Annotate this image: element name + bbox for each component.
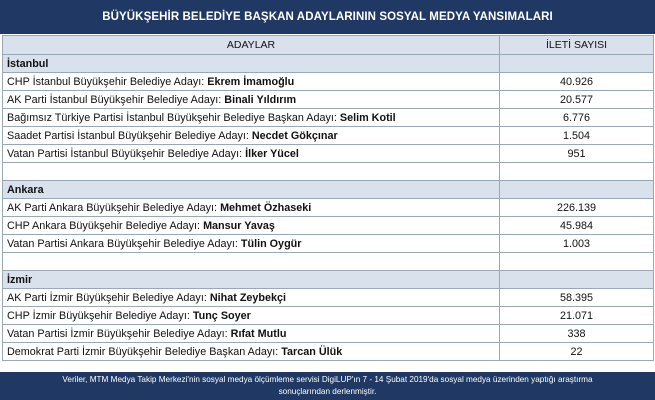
- candidate-cell: Bağımsız Türkiye Partisi İstanbul Büyükşehir Belediye Başkan Adayı: Selim Kotil: [3, 109, 500, 127]
- candidate-cell: CHP Ankara Büyükşehir Belediye Adayı: Mansur Yavaş: [3, 217, 500, 235]
- candidate-cell: Vatan Partisi İzmir Büyükşehir Belediye Adayı: Rıfat Mutlu: [3, 325, 500, 343]
- column-header-post-count: İLETİ SAYISI: [500, 36, 654, 55]
- candidate-name: Ekrem İmamoğlu: [207, 75, 295, 88]
- candidate-name: Tunç Soyer: [192, 309, 251, 322]
- spacer-row: [3, 253, 654, 271]
- candidate-name: Binali Yıldırım: [224, 93, 297, 106]
- post-count: 45.984: [500, 217, 654, 235]
- candidate-name: Necdet Gökçınar: [251, 129, 338, 142]
- section-title: İstanbul: [3, 55, 500, 73]
- candidate-cell: AK Parti Ankara Büyükşehir Belediye Adayı: Mehmet Özhaseki: [3, 199, 500, 217]
- candidate-name: Nihat Zeybekçi: [209, 291, 287, 304]
- candidate-cell: AK Parti İstanbul Büyükşehir Belediye Adayı: Binali Yıldırım: [3, 91, 500, 109]
- footnote-line-1: Veriler, MTM Medya Takip Merkezi'nin sosyal medya ölçümleme servisi DigiLUP'ın 7 - 14 Şubat 2019'da sosyal medya üzerinden yaptığı araştırma: [62, 375, 593, 384]
- post-count: 22: [500, 343, 654, 361]
- table-row: [3, 289, 654, 307]
- page-title: BÜYÜKŞEHİR BELEDİYE BAŞKAN ADAYLARININ SOSYAL MEDYA YANSIMALARI: [0, 0, 655, 34]
- candidate-cell: CHP İzmir Büyükşehir Belediye Adayı: Tunç Soyer: [3, 307, 500, 325]
- candidate-name: İlker Yücel: [245, 147, 299, 160]
- section-title: İzmir: [3, 271, 500, 289]
- candidate-name: Tülin Oygür: [240, 237, 302, 250]
- candidates-table: [2, 35, 654, 361]
- post-count: 21.071: [500, 307, 654, 325]
- table-row: [3, 127, 654, 145]
- candidate-cell: Vatan Partisi Ankara Büyükşehir Belediye Adayı: Tülin Oygür: [3, 235, 500, 253]
- footnote-line-2: sonuçlarından derlenmiştir.: [278, 387, 377, 396]
- table-row: [3, 199, 654, 217]
- post-count: 20.577: [500, 91, 654, 109]
- section-header-izmir: [3, 271, 654, 289]
- post-count: 951: [500, 145, 654, 163]
- table-row: [3, 73, 654, 91]
- post-count: 226.139: [500, 199, 654, 217]
- section-header-istanbul: [3, 55, 654, 73]
- post-count: 1.504: [500, 127, 654, 145]
- table-row: [3, 325, 654, 343]
- section-header-ankara: [3, 181, 654, 199]
- candidate-cell: Vatan Partisi İstanbul Büyükşehir Belediye Adayı: İlker Yücel: [3, 145, 500, 163]
- table-row: [3, 109, 654, 127]
- table-row: [3, 145, 654, 163]
- post-count: 6.776: [500, 109, 654, 127]
- candidate-cell: Demokrat Parti İzmir Büyükşehir Belediye Başkan Adayı: Tarcan Ülük: [3, 343, 500, 361]
- table-row: [3, 217, 654, 235]
- source-footnote: [0, 372, 655, 400]
- post-count: 338: [500, 325, 654, 343]
- post-count: 1.003: [500, 235, 654, 253]
- post-count: 58.395: [500, 289, 654, 307]
- candidate-name: Mehmet Özhaseki: [220, 201, 312, 214]
- candidate-cell: CHP İstanbul Büyükşehir Belediye Adayı: Ekrem İmamoğlu: [3, 73, 500, 91]
- table-row: [3, 91, 654, 109]
- candidate-name: Mansur Yavaş: [203, 219, 275, 232]
- table-row: [3, 307, 654, 325]
- table-row: [3, 235, 654, 253]
- post-count: 40.926: [500, 73, 654, 91]
- table-header-row: [3, 36, 654, 55]
- candidate-name: Selim Kotil: [339, 111, 396, 124]
- candidate-cell: Saadet Partisi İstanbul Büyükşehir Belediye Adayı: Necdet Gökçınar: [3, 127, 500, 145]
- column-header-candidates: ADAYLAR: [3, 36, 500, 55]
- candidate-name: Tarcan Ülük: [281, 345, 343, 358]
- candidate-cell: AK Parti İzmir Büyükşehir Belediye Adayı: Nihat Zeybekçi: [3, 289, 500, 307]
- spacer-row: [3, 163, 654, 181]
- section-title: Ankara: [3, 181, 500, 199]
- table-row: [3, 343, 654, 361]
- candidate-name: Rıfat Mutlu: [230, 327, 287, 340]
